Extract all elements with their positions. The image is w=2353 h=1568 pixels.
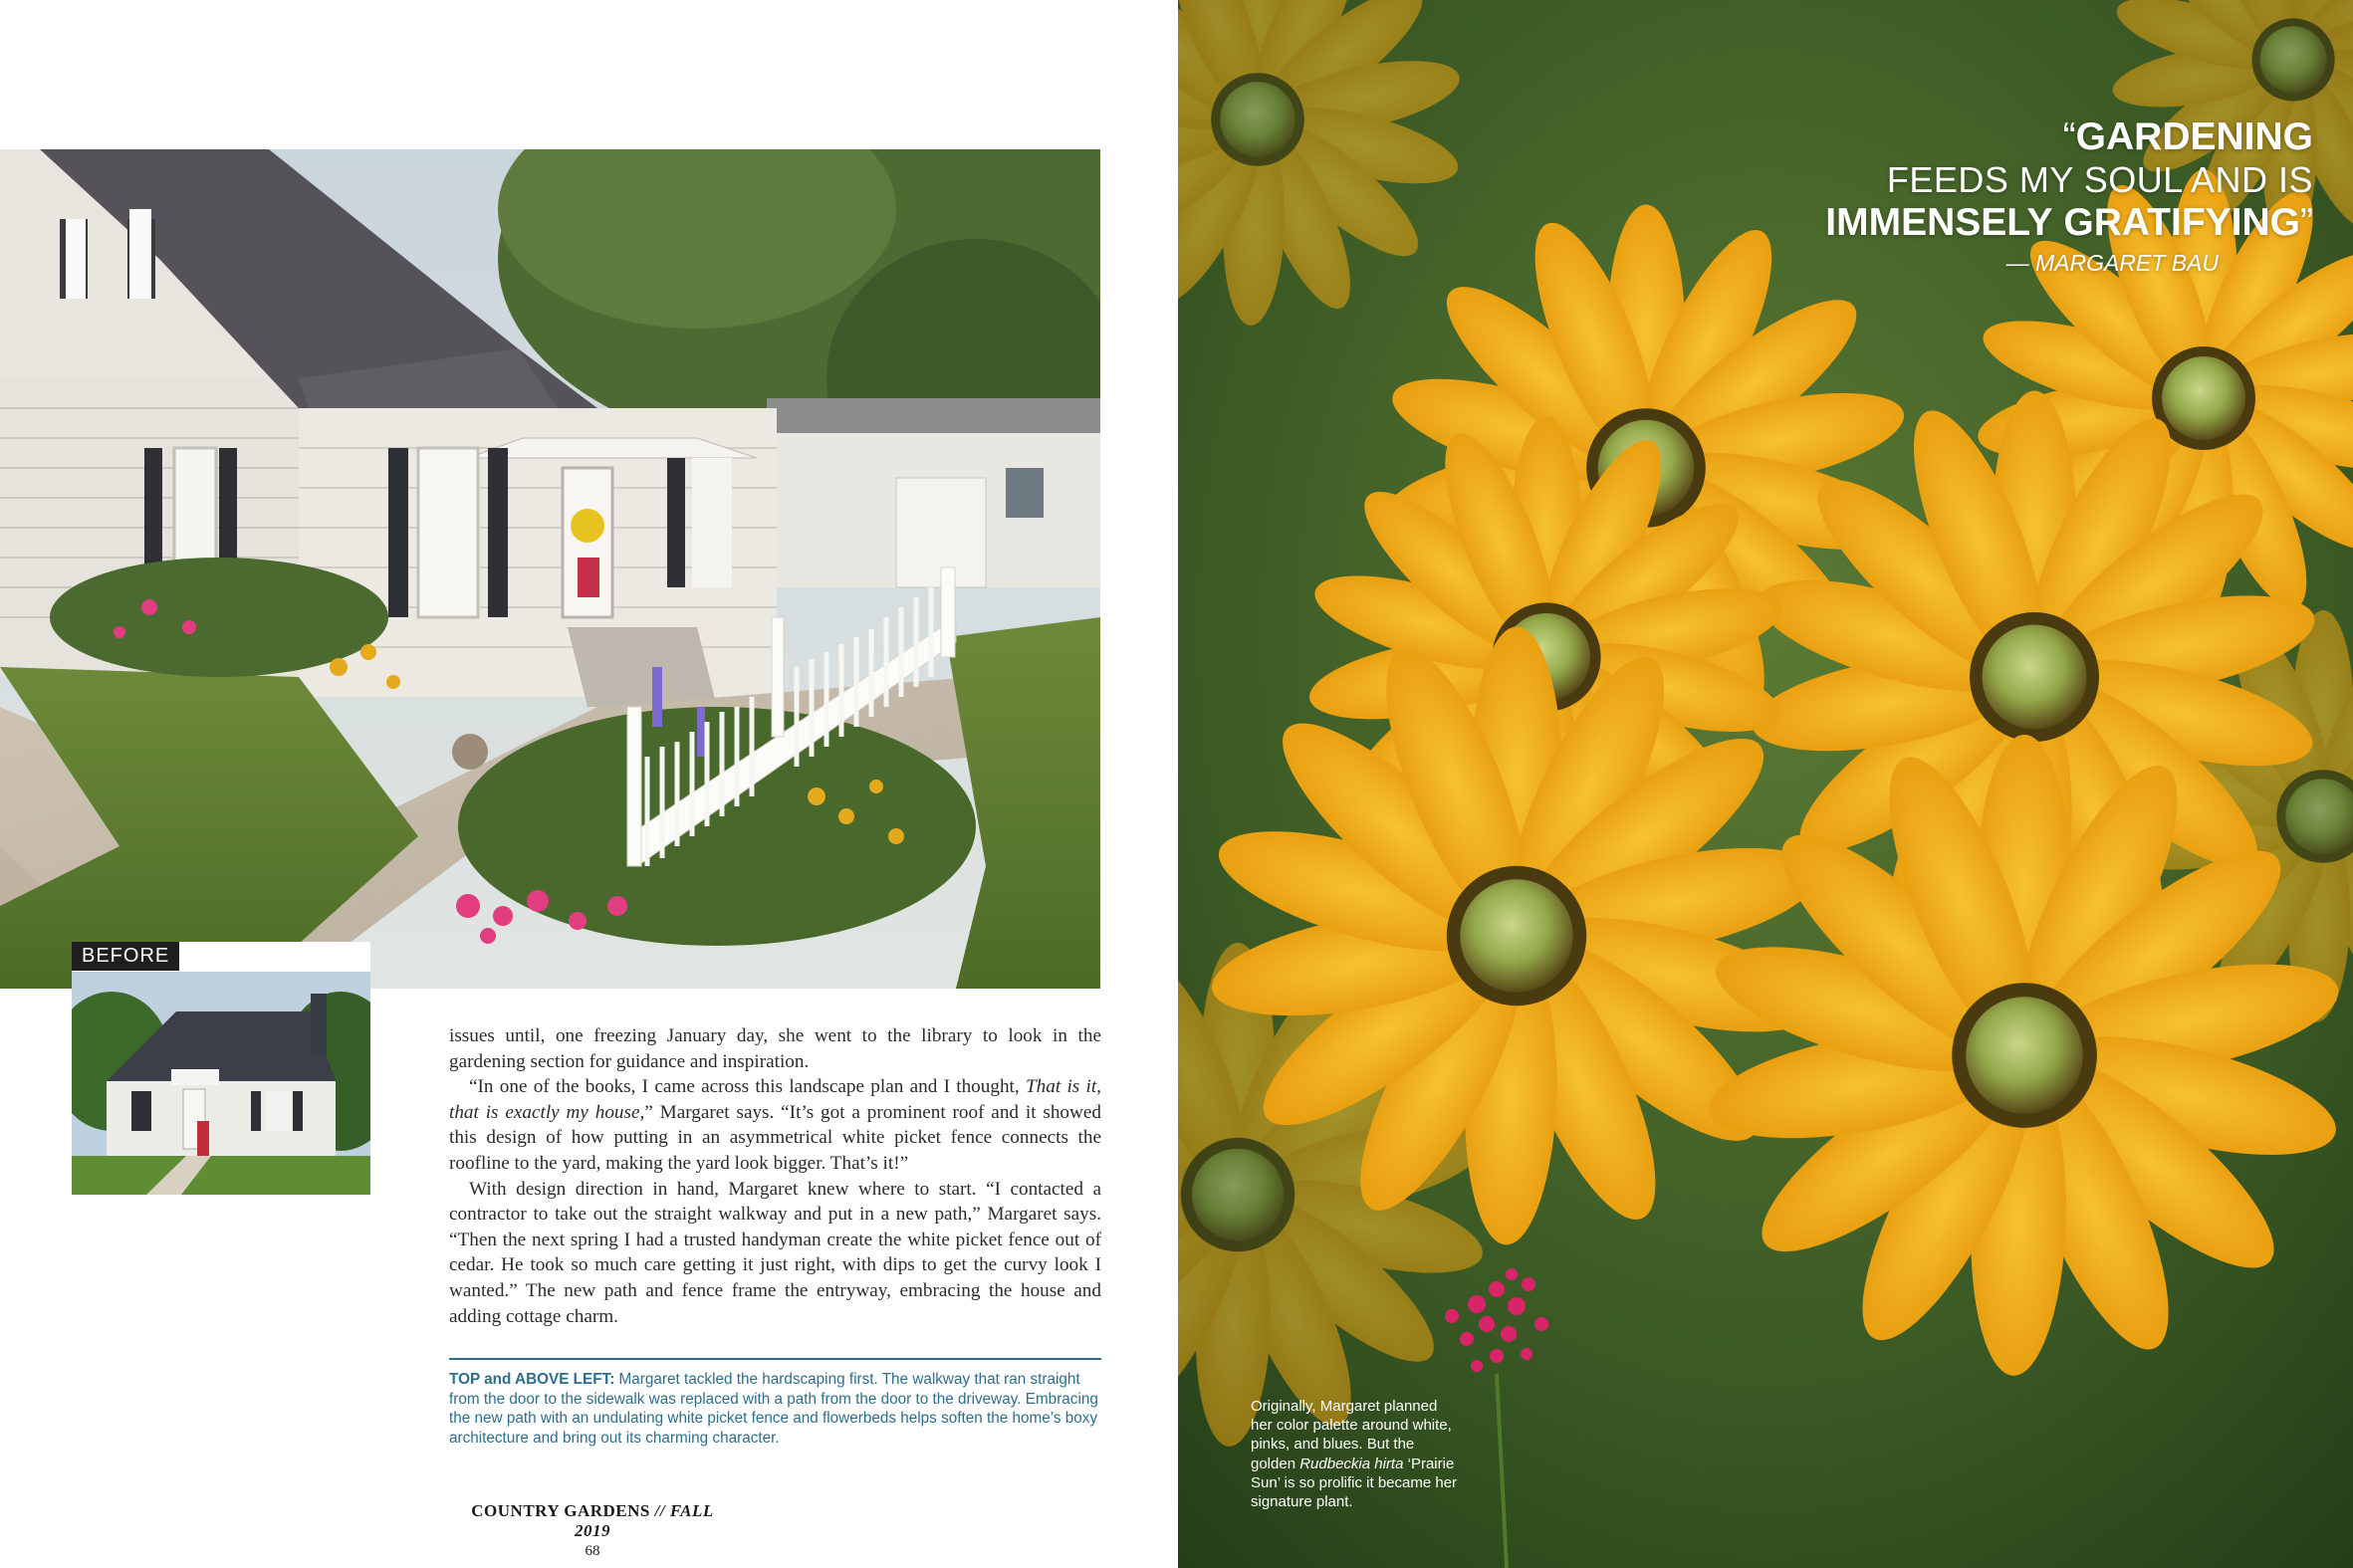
article-italic-text: That is it, that is exactly my house, [449,1076,1101,1123]
caption-rule [449,1358,1101,1360]
flower-caption-before: Originally, Margaret planned her color palette around white, pinks, and blues. But the golden [1251,1398,1452,1472]
magazine-name: COUNTRY GARDENS [471,1501,650,1520]
article-text: “In one of the books, I came across this landscape plan and I thought, [469,1076,1026,1098]
page-footer [453,1501,732,1560]
footer-separator: // [649,1501,670,1520]
flower-caption [1251,1397,1460,1511]
quote-line-2: FEEDS MY SOUL AND IS [1886,159,2313,200]
article-paragraph-2 [449,1074,1101,1176]
caption-lead: TOP and ABOVE LEFT: [449,1371,615,1388]
photo-caption [449,1370,1101,1448]
close-quote-mark: ” [2300,201,2313,244]
flower-caption-after: ‘Prairie Sun’ is so prolific it became her signature plant. [1251,1455,1458,1511]
article-text: ” Margaret says. “It’s got a prominent roof and it showed this design of how putting in an asymmetrical white picket fence connects the roofline to the yard, making the yard look bigger. That’s it!” [449,1101,1101,1174]
before-label: BEFORE [72,942,179,971]
quote-line-3b: GRATIFYING [2063,201,2300,244]
before-photo [72,972,370,1195]
article-paragraph-1 [449,1023,1101,1074]
issue-date: FALL 2019 [575,1501,714,1540]
quote-attribution: — MARGARET BAU [2005,250,2219,276]
house-garden-photo [0,149,1100,989]
quote-line-3a: IMMENSELY [1825,201,2053,244]
pull-quote [1556,115,2313,279]
page-number: 68 [585,1543,600,1559]
open-quote-mark: “ [2062,115,2076,158]
article-paragraph-3 [449,1177,1101,1330]
quote-line-1: GARDENING [2075,115,2313,158]
right-page [1178,0,2353,1568]
article-text: With design direction in hand, Margaret knew where to start. “I contacted a contractor to take out the straight walkway and put in a new path,” Margaret says. “Then the next spring I had a trusted handyman create the white picket fence out of cedar. He took so much care getting it just right, with dips to get the curvy look I wanted.” The new path and fence frame the entryway, embracing the house and adding cottage charm. [449,1178,1101,1327]
article-body [449,1023,1101,1329]
caption-text: Margaret tackled the hardscaping first. The walkway that ran straight from the door to the sidewalk was replaced with a path from the door to the driveway. Embracing the new path with an undulating white picket fence and flowerbeds helps soften the home’s boxy architecture and bring out its charming character. [449,1371,1098,1447]
flower-caption-species: Rudbeckia hirta [1299,1455,1404,1472]
article-text: issues until, one freezing January day, she went to the library to look in the gardening section for guidance and inspiration. [449,1025,1101,1072]
